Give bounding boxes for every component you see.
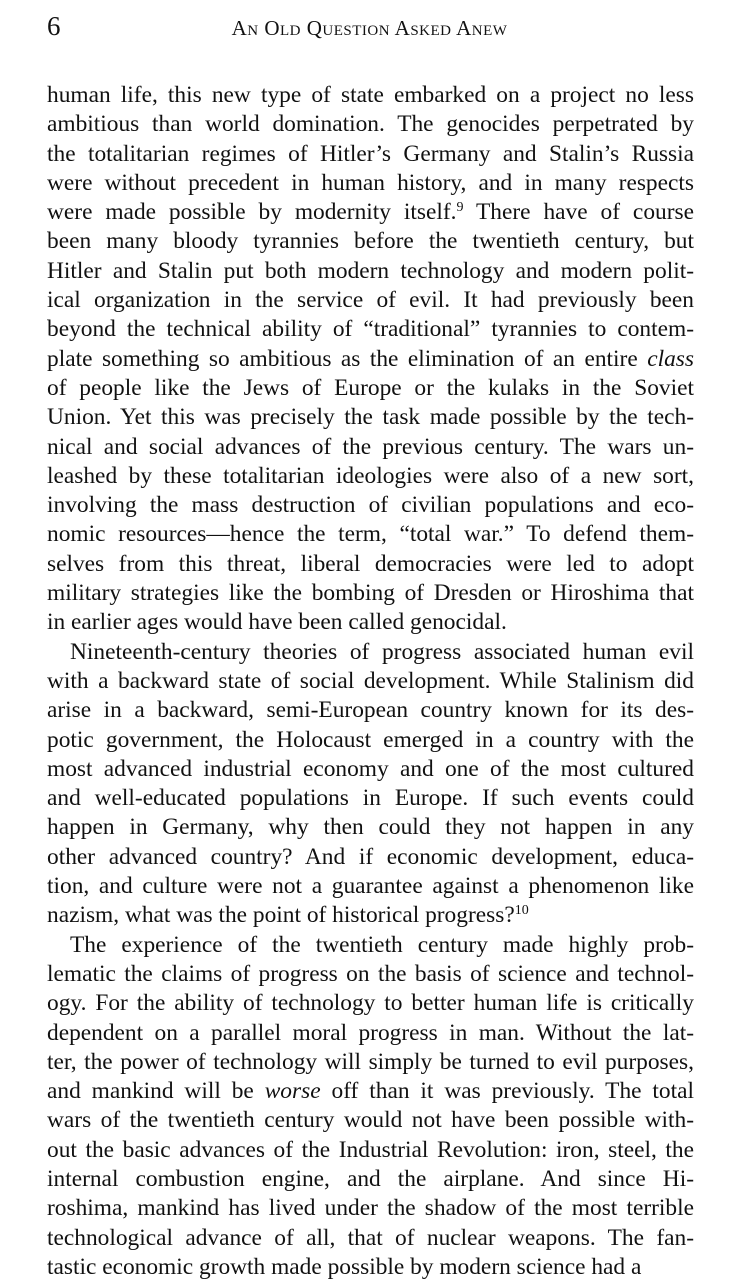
text-line: tastic economic growth made possible by modern science had a	[47, 1253, 642, 1280]
text-line: were made possible by modernity itself.$^9$ There have of course	[47, 199, 694, 226]
paragraph	[47, 638, 694, 931]
text-line: selves from this threat, liberal democracies were led to adopt	[47, 550, 694, 577]
text-line: and well-educated populations in Europe. If such events could	[47, 785, 694, 812]
text-line: Union. Yet this was precisely the task made possible by the tech-	[47, 404, 694, 431]
text-line: military strategies like the bombing of Dresden or Hiroshima that	[47, 580, 694, 607]
text-line: The experience of the twentieth century made highly prob-	[70, 931, 694, 958]
text-line: ter, the power of technology will simply be turned to evil purposes,	[47, 1048, 694, 1075]
text-line: tion, and culture were not a guarantee against a phenomenon like	[47, 873, 694, 900]
text-line: out the basic advances of the Industrial Revolution: iron, steel, the	[47, 1136, 694, 1163]
text-line: wars of the twentieth century would not have been possible with-	[47, 1107, 694, 1134]
text-line: were without precedent in human history, and in many respects	[47, 169, 694, 196]
text-line: human life, this new type of state embarked on a project no less	[47, 82, 694, 108]
text-line: ical organization in the service of evil. It had previously been	[47, 287, 694, 314]
text-line: most advanced industrial economy and one of the most cultured	[47, 755, 694, 782]
text-line: plate something so ambitious as the elimination of an entire class	[47, 345, 694, 372]
paragraph	[47, 81, 694, 638]
text-line: leashed by these totalitarian ideologies were also of a new sort,	[47, 462, 694, 489]
text-line: Hitler and Stalin put both modern technology and modern polit-	[47, 257, 694, 284]
text-line: of people like the Jews of Europe or the kulaks in the Soviet	[47, 374, 694, 401]
text-line: in earlier ages would have been called genocidal.	[47, 609, 507, 636]
text-line: Nineteenth-century theories of progress associated human evil	[70, 638, 694, 665]
footnote-marker: 9	[456, 200, 464, 216]
running-header	[47, 8, 692, 44]
text-line: ambitious than world domination. The genocides perpetrated by	[47, 111, 694, 138]
text-line: with a backward state of social development. While Stalinism did	[47, 667, 694, 694]
page-number: 6	[47, 11, 61, 41]
paragraph	[47, 931, 694, 1282]
text-line: involving the mass destruction of civilian populations and eco-	[47, 492, 694, 519]
text-line: ogy. For the ability of technology to better human life is critically	[47, 990, 694, 1017]
text-line: and mankind will be worse off than it was previously. The total	[47, 1078, 694, 1105]
text-line: been many bloody tyrannies before the twentieth century, but	[47, 228, 694, 255]
footnote-marker: 10	[514, 903, 529, 919]
text-line: nical and social advances of the previous century. The wars un-	[47, 433, 694, 460]
text-line: roshima, mankind has lived under the shadow of the most terrible	[47, 1195, 694, 1222]
text-line: dependent on a parallel moral progress in man. Without the lat-	[47, 1019, 694, 1046]
text-line: lematic the claims of progress on the basis of science and technol-	[47, 960, 694, 987]
text-line: beyond the technical ability of “traditional” tyrannies to contem-	[47, 316, 694, 343]
running-title: An Old Question Asked Anew	[231, 16, 508, 40]
body-text	[47, 81, 694, 1282]
text-line: nazism, what was the point of historical progress?$^{10}$	[47, 902, 529, 929]
text-line: potic government, the Holocaust emerged in a country with the	[47, 726, 694, 753]
text-line: technological advance of all, that of nuclear weapons. The fan-	[47, 1224, 694, 1251]
italic-word: worse	[264, 1078, 321, 1105]
italic-word: class	[647, 345, 694, 372]
text-line: the totalitarian regimes of Hitler’s Germany and Stalin’s Russia	[47, 140, 694, 167]
text-line: other advanced country? And if economic development, educa-	[47, 843, 694, 870]
text-line: happen in Germany, why then could they not happen in any	[47, 814, 694, 841]
text-line: arise in a backward, semi-European country known for its des-	[47, 697, 694, 724]
text-line: nomic resources—hence the term, “total war.” To defend them-	[47, 521, 694, 548]
text-line: internal combustion engine, and the airplane. And since Hi-	[47, 1165, 694, 1192]
